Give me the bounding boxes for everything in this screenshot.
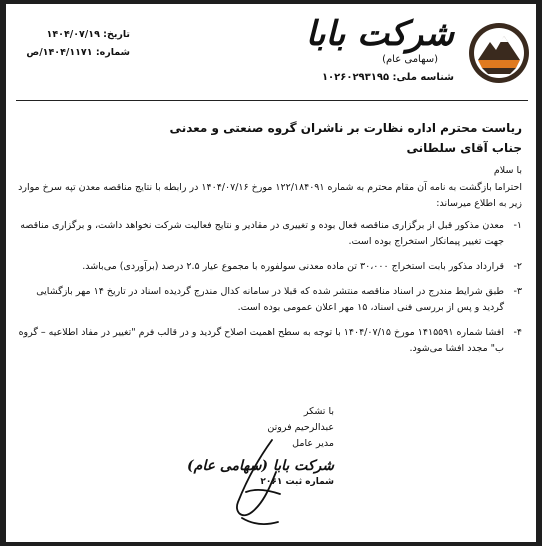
item-text: معدن مذکور قبل از برگزاری مناقصه فعال بوده و تغییری در مقادیر و نتایج فعالیت شرکت نخواهد داشت، و برگزاری مناقصه جهت تغییر پیمانکار استخراج بوده است. xyxy=(20,220,504,247)
list-item xyxy=(14,325,522,357)
list-item xyxy=(14,218,522,250)
letterhead xyxy=(6,4,536,100)
company-subtitle: (سهامی عام) xyxy=(382,54,438,65)
item-text: طبق شرایط مندرج در اسناد مناقصه منتشر شده که قبلا در سامانه کدال مندرج گردیده اسناد در تاریخ ۱۴ مهر بازگشایی گردید و پس از بررسی فنی اسناد، ۱۵ مهر اعلان عمومی بوده است. xyxy=(36,286,504,313)
list-item xyxy=(14,284,522,316)
header-divider xyxy=(16,100,528,101)
item-number: ۴- xyxy=(513,327,522,338)
letter-body xyxy=(14,118,522,366)
item-number: ۱- xyxy=(513,220,522,231)
letter-date: تاریخ: ۱۴۰۴/۰۷/۱۹ xyxy=(46,29,130,40)
letter-number: شماره: ۱۴۰۴/۱۱۷۱/ص xyxy=(26,47,130,58)
greeting: با سلام xyxy=(493,165,522,176)
thanks-text: با تشکر xyxy=(303,406,334,417)
item-text: قرارداد مذکور بابت استخراج ۳۰،۰۰۰ تن ماده معدنی سولفوره با مجموع عیار ۲.۵ درصد (برآوردی) می‌باشد. xyxy=(82,261,504,272)
letter-page xyxy=(6,4,536,542)
handwritten-signature-icon xyxy=(216,432,296,532)
company-logo-icon xyxy=(466,20,532,86)
items-list xyxy=(14,218,522,357)
letter-meta xyxy=(20,26,130,62)
item-text: افشا شماره ۱۴۱۵۵۹۱ مورخ ۱۴۰۴/۰۷/۱۵ با توجه به سطح اهمیت اصلاح گردید و در قالب فرم "تغییر در مفاد اطلاعیه – گروه ب" مجدد افشا می‌شود. xyxy=(18,327,504,354)
company-stamp: شرکت بابا (سهامی عام) xyxy=(187,458,334,474)
list-item xyxy=(14,259,522,275)
intro-paragraph: احتراما بازگشت به نامه آن مقام محترم به شماره ۱۲۲/۱۸۴۰۹۱ مورخ ۱۴۰۴/۰۷/۱۶ در رابطه با نتایج مناقصه معدن تپه سرخ موارد زیر به اطلاع میرساند: xyxy=(18,182,522,209)
item-number: ۳- xyxy=(513,286,522,297)
recipient-line-2: جناب آقای سلطانی xyxy=(406,141,522,155)
registration-number: شناسه ملی: ۱۰۲۶۰۲۹۳۱۹۵ xyxy=(321,72,454,83)
signer-title: مدیر عامل xyxy=(292,438,334,449)
company-name: شرکت بابا xyxy=(305,14,454,54)
item-number: ۲- xyxy=(513,261,522,272)
stamp-number: شماره ثبت ۲۰۶۱ xyxy=(260,477,334,487)
signer-name: عبدالرحیم فروتن xyxy=(267,422,334,433)
recipient-line-1: ریاست محترم اداره نظارت بر ناشران گروه صنعتی و معدنی xyxy=(169,121,522,135)
